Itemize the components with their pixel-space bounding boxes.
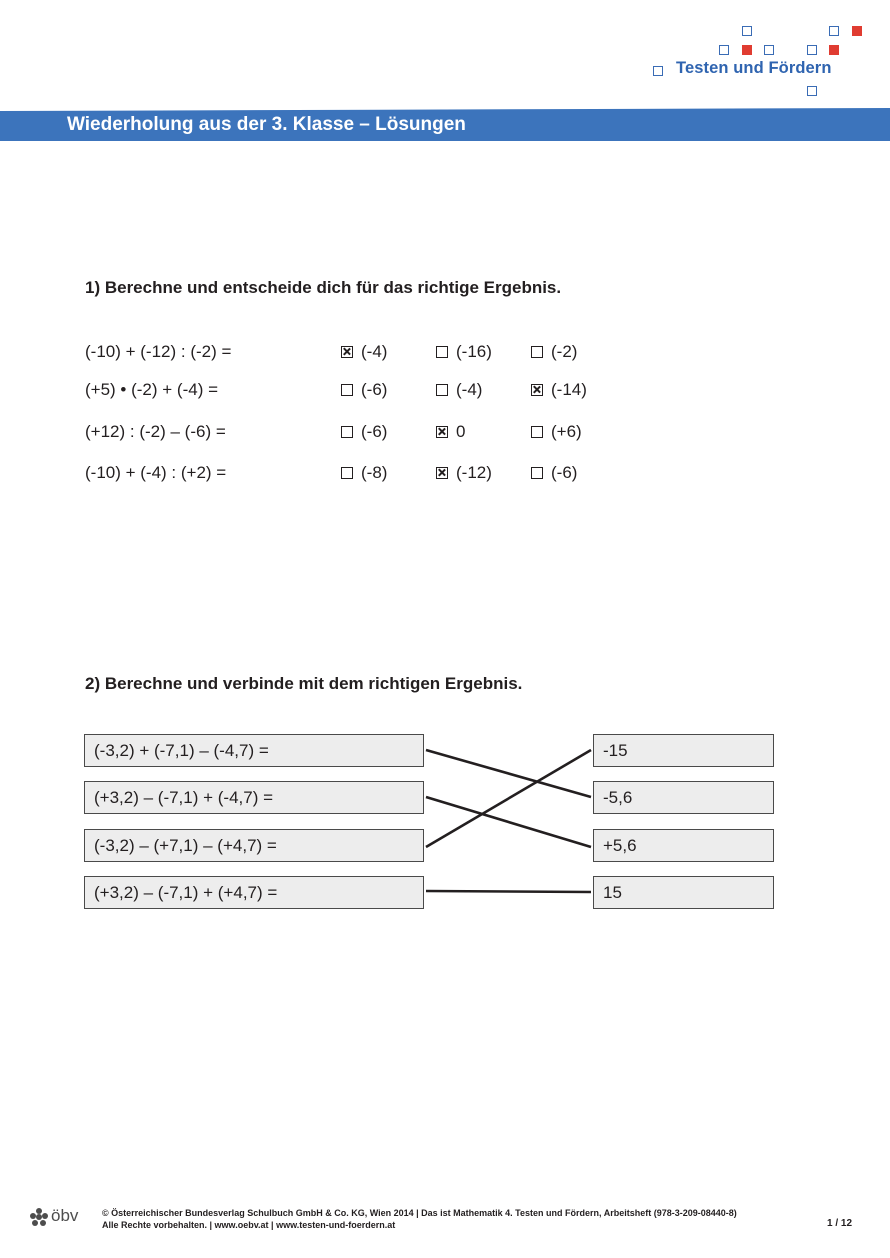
answer-option[interactable] — [531, 380, 587, 400]
connection-line — [426, 750, 591, 797]
checked-checkbox-icon[interactable] — [436, 426, 448, 438]
answer-option[interactable] — [531, 342, 577, 362]
checked-checkbox-icon[interactable] — [436, 467, 448, 479]
logo-square-icon — [719, 45, 729, 55]
task1-expression: (-10) + (-12) : (-2) = — [85, 342, 232, 361]
expression-box[interactable]: (+3,2) – (-7,1) + (-4,7) = — [84, 781, 424, 814]
footer-rights: Alle Rechte vorbehalten. | www.oebv.at | www.testen-und-foerdern.at — [102, 1220, 396, 1230]
result-box[interactable]: -15 — [593, 734, 774, 767]
answer-option[interactable] — [341, 380, 387, 400]
connection-line — [426, 797, 591, 847]
checkbox-icon[interactable] — [436, 384, 448, 396]
expression-box[interactable]: (-3,2) + (-7,1) – (-4,7) = — [84, 734, 424, 767]
expression-box[interactable]: (-3,2) – (+7,1) – (+4,7) = — [84, 829, 424, 862]
answer-option[interactable] — [341, 342, 387, 362]
answer-option-label: (-6) — [361, 422, 388, 441]
task1-expression: (-10) + (-4) : (+2) = — [85, 463, 227, 482]
answer-option-label: (-8) — [361, 463, 388, 482]
result-box[interactable]: +5,6 — [593, 829, 774, 862]
logo-square-icon — [852, 26, 862, 36]
checkbox-icon[interactable] — [341, 426, 353, 438]
checkbox-icon[interactable] — [341, 467, 353, 479]
logo-square-icon — [829, 26, 839, 36]
answer-option[interactable] — [436, 422, 465, 442]
answer-option[interactable] — [531, 463, 577, 483]
task1-heading: 1) Berechne und entscheide dich für das richtige Ergebnis. — [85, 278, 562, 297]
answer-option-label: (-4) — [456, 380, 483, 399]
logo-square-icon — [829, 45, 839, 55]
answer-option-label: (-6) — [361, 380, 388, 399]
answer-option[interactable] — [531, 422, 582, 442]
checkbox-icon[interactable] — [341, 384, 353, 396]
page-title: Wiederholung aus der 3. Klasse – Lösungen — [67, 114, 466, 135]
answer-option-label: 0 — [456, 422, 466, 441]
connection-line — [426, 891, 591, 892]
answer-option-label: (-4) — [361, 342, 388, 361]
checked-checkbox-icon[interactable] — [531, 384, 543, 396]
checkbox-icon[interactable] — [531, 426, 543, 438]
checked-checkbox-icon[interactable] — [341, 346, 353, 358]
logo-square-icon — [807, 45, 817, 55]
answer-option-label: (-16) — [456, 342, 492, 361]
answer-option[interactable] — [341, 463, 387, 483]
answer-option[interactable] — [436, 463, 492, 483]
result-box[interactable]: -5,6 — [593, 781, 774, 814]
connection-line — [426, 750, 591, 847]
expression-box[interactable]: (+3,2) – (-7,1) + (+4,7) = — [84, 876, 424, 909]
logo-text: Testen und Fördern — [676, 59, 832, 77]
task1-expression: (+5) • (-2) + (-4) = — [85, 380, 219, 399]
answer-option[interactable] — [436, 342, 492, 362]
logo-square-icon — [807, 86, 817, 96]
answer-option[interactable] — [436, 380, 482, 400]
checkbox-icon[interactable] — [531, 346, 543, 358]
answer-option[interactable] — [341, 422, 387, 442]
result-box[interactable]: 15 — [593, 876, 774, 909]
obv-brand: öbv — [51, 1206, 79, 1225]
answer-option-label: (-12) — [456, 463, 492, 482]
logo-square-icon — [742, 45, 752, 55]
answer-option-label: (+6) — [551, 422, 582, 441]
checkbox-icon[interactable] — [531, 467, 543, 479]
answer-option-label: (-2) — [551, 342, 578, 361]
logo-square-icon — [764, 45, 774, 55]
page-number: 1 / 12 — [827, 1218, 853, 1229]
logo-square-icon — [742, 26, 752, 36]
logo-square-icon — [653, 66, 663, 76]
obv-logo-icon — [29, 1207, 49, 1227]
answer-option-label: (-14) — [551, 380, 587, 399]
checkbox-icon[interactable] — [436, 346, 448, 358]
answer-option-label: (-6) — [551, 463, 578, 482]
footer-copyright: © Österreichischer Bundesverlag Schulbuch GmbH & Co. KG, Wien 2014 | Das ist Mathematik 4. Testen und Fördern, Arbeitsheft (978-3-209-08440-8) — [102, 1208, 737, 1218]
task1-expression: (+12) : (-2) – (-6) = — [85, 422, 226, 441]
task2-heading: 2) Berechne und verbinde mit dem richtigen Ergebnis. — [85, 674, 523, 693]
